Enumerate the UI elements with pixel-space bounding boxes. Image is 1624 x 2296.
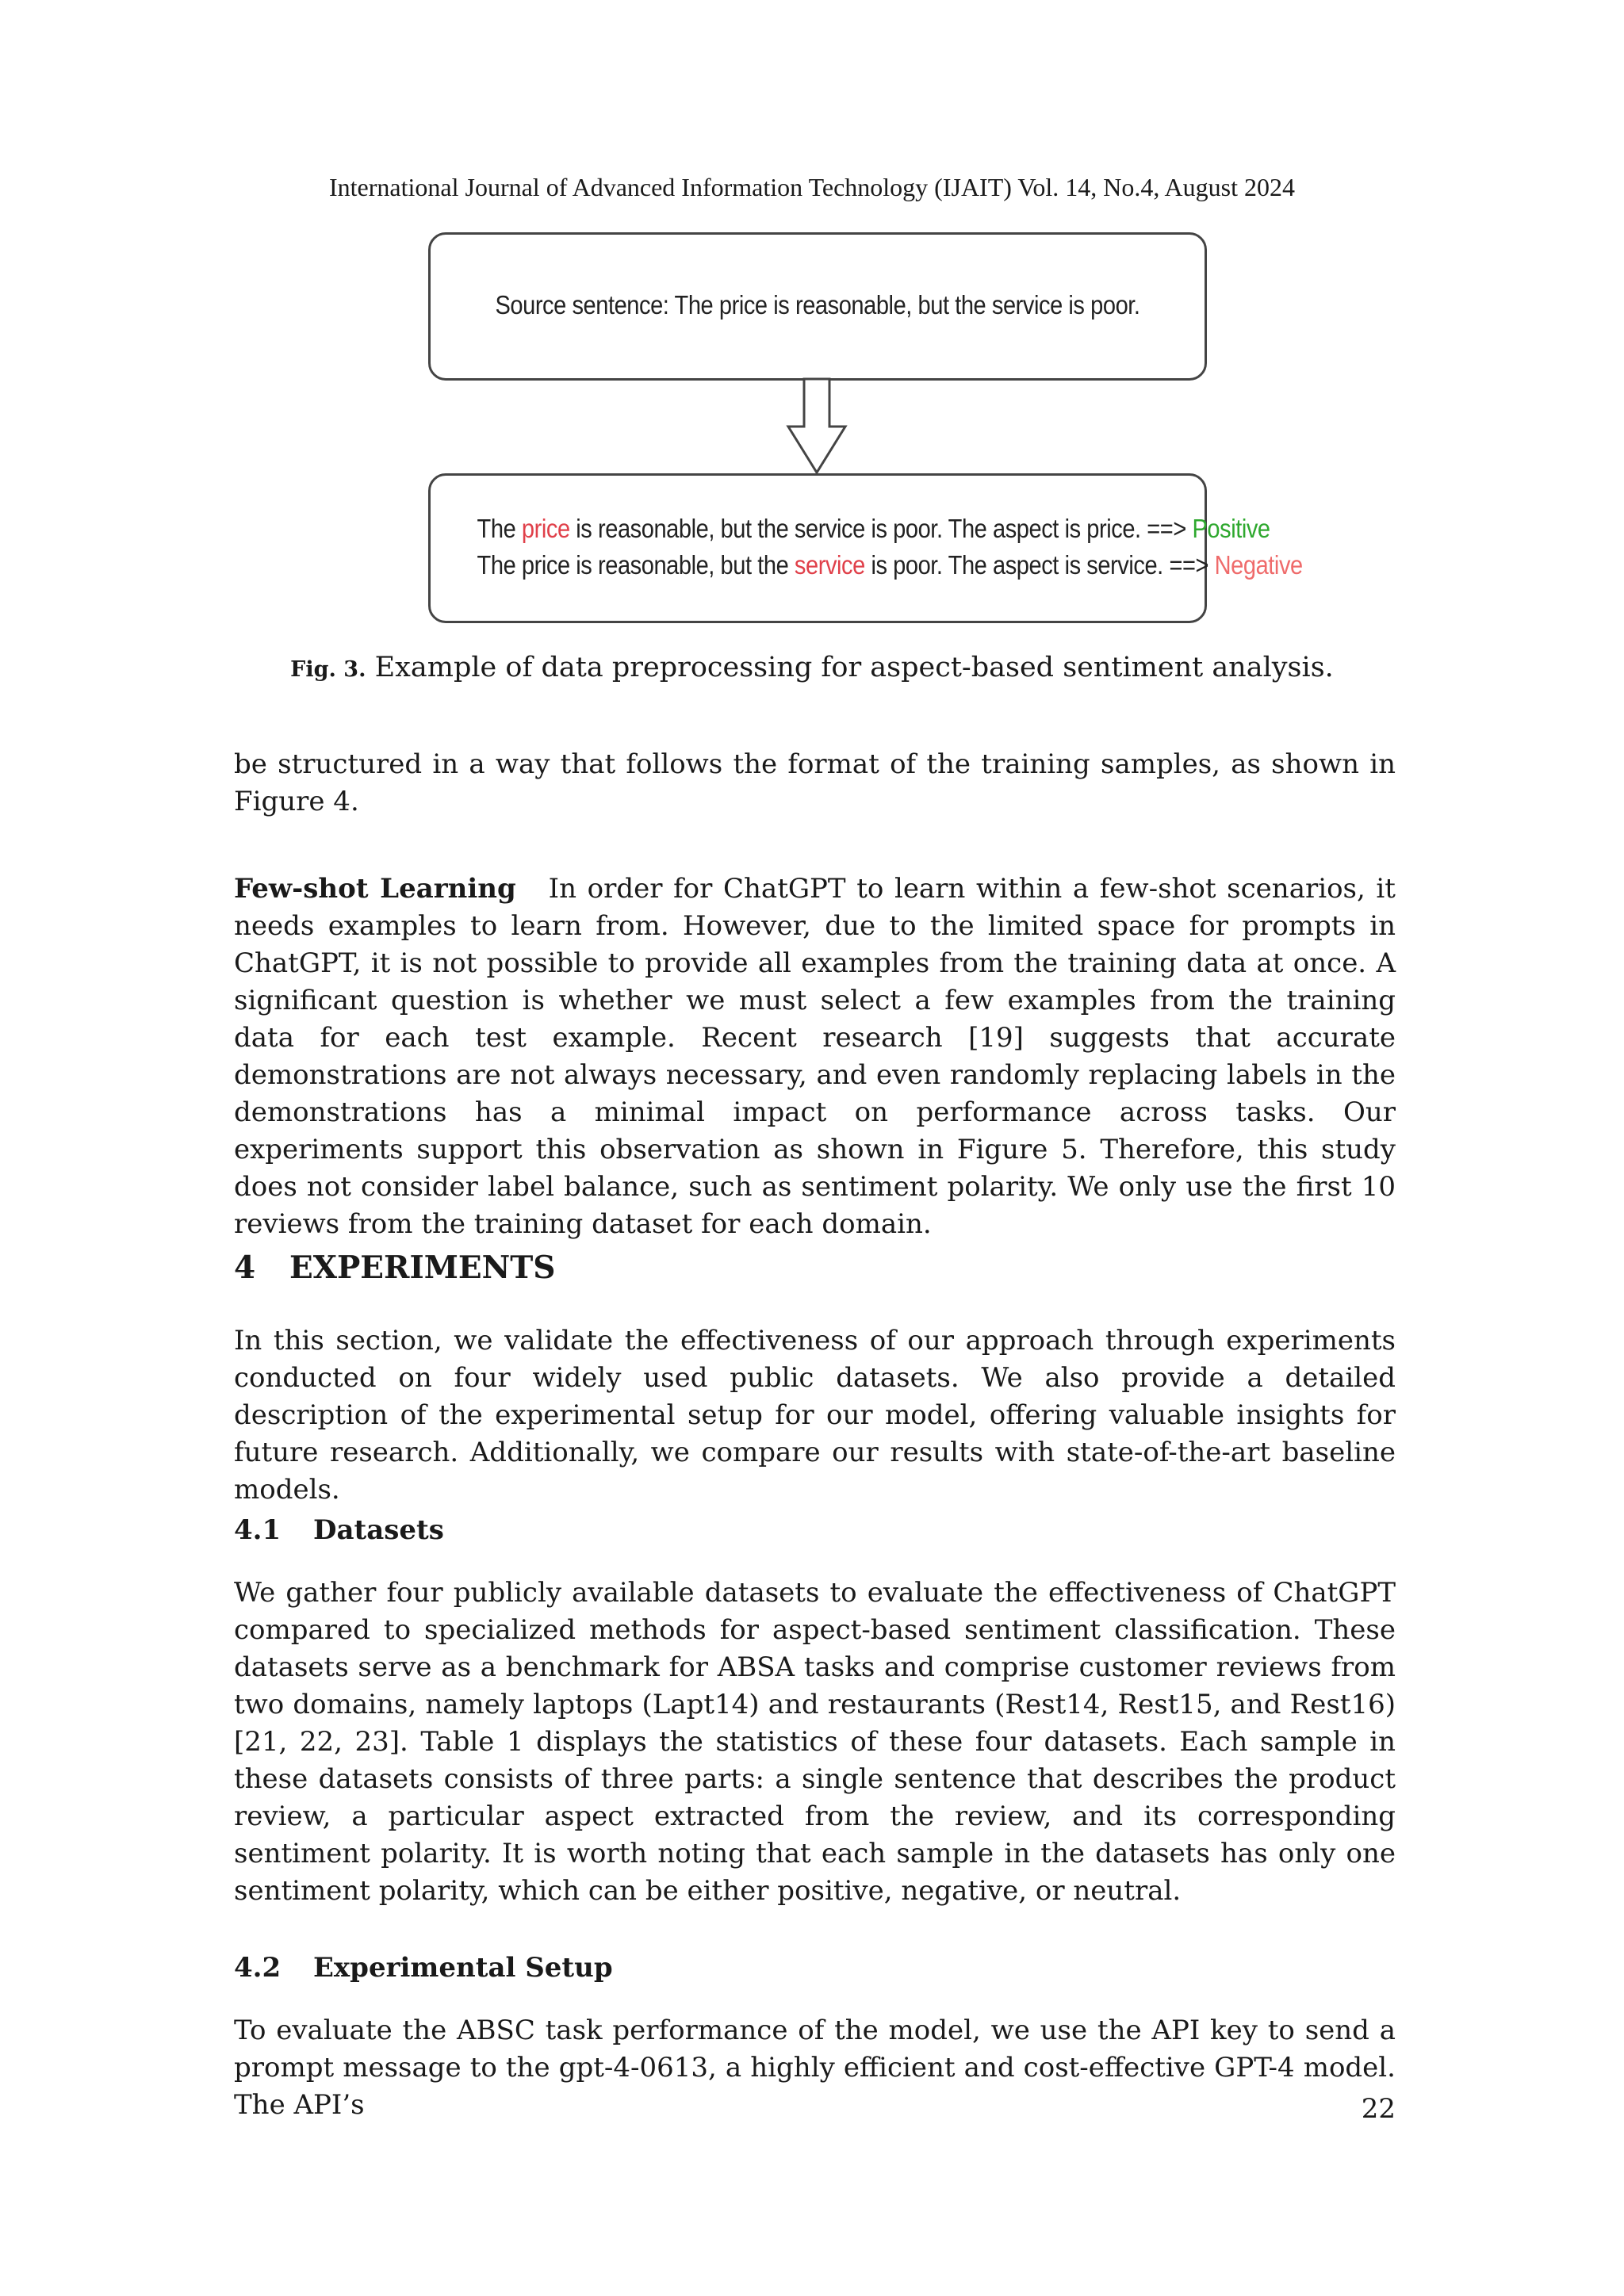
setup-paragraph: To evaluate the ABSC task performance of the model, we use the API key to send a prompt message to the gpt-4-0613, a highly efficient and cost-effective GPT-4 model. The API’s	[234, 2015, 1396, 2121]
page-number: 22	[1361, 2093, 1396, 2125]
fewshot-text: In order for ChatGPT to learn within a few-shot scenarios, it needs examples to learn from. However, due to the limited space for prompts in ChatGPT, it is not possible to provide all examples from the training data at once. A significant question is whether we must select a few examples from the training data for each test example. Recent research [19] suggests that accurate demonstrations are not always necessary, and even randomly replacing labels in the demonstrations has a minimal impact on performance across tasks. Our experiments support this observation as shown in Figure 5. Therefore, this study does not consider label balance, such as sentiment polarity. We only use the first 10 reviews from the training dataset for each domain.	[234, 873, 1396, 1240]
continued-paragraph: be structured in a way that follows the format of the training samples, as shown in Figure 4.	[234, 748, 1396, 817]
source-sentence-box	[428, 232, 1207, 381]
experiments-paragraph: In this section, we validate the effectiveness of our approach through experiments conducted on four widely used public datasets. We also provide a detailed description of the experimental setup for our model, offering valuable insights for future research. Additionally, we compare our results with state-of-the-art baseline models.	[234, 1325, 1396, 1506]
section-heading-4: 4 EXPERIMENTS	[234, 1249, 556, 1286]
figure-label: Fig. 3.	[290, 657, 366, 682]
datasets-paragraph: We gather four publicly available datasets to evaluate the effectiveness of ChatGPT compared to specialized methods for aspect-based sentiment classification. These datasets serve as a benchmark for ABSA tasks and comprise customer reviews from two domains, namely laptops (Lapt14) and restaurants (Rest14, Rest15, and Rest16) [21, 22, 23]. Table 1 displays the statistics of these four datasets. Each sample in these datasets consists of three parts: a single sentence that describes the product review, a particular aspect extracted from the review, and its corresponding sentiment polarity. It is worth noting that each sample in the datasets has only one sentiment polarity, which can be either positive, negative, or neutral.	[234, 1577, 1396, 1907]
source-sentence: Source sentence: The price is reasonable, but the service is poor.	[495, 290, 1140, 320]
sentiment-label-positive: Positive	[1192, 514, 1270, 543]
output-line-negative: The price is reasonable, but the service is poor. The aspect is service. ==> Negative	[477, 550, 1303, 580]
preprocessed-output-box	[428, 473, 1303, 623]
figure-caption	[0, 652, 1624, 683]
journal-header: International Journal of Advanced Information Technology (IJAIT) Vol. 14, No.4, August 2024	[329, 173, 1295, 201]
fewshot-paragraph	[234, 871, 1396, 1243]
figure-caption-text: Example of data preprocessing for aspect-based sentiment analysis.	[366, 652, 1334, 683]
section-heading-4-2: 4.2 Experimental Setup	[234, 1952, 613, 1984]
aspect-term-service: service	[794, 550, 865, 580]
aspect-term-price: price	[521, 514, 570, 543]
down-arrow-icon	[785, 377, 848, 476]
section-heading-4-1: 4.1 Datasets	[234, 1514, 444, 1546]
fewshot-heading: Few-shot Learning	[234, 873, 516, 905]
sentiment-label-negative: Negative	[1214, 550, 1303, 580]
output-line-positive: The price is reasonable, but the service is poor. The aspect is price. ==> Positive	[477, 514, 1270, 543]
